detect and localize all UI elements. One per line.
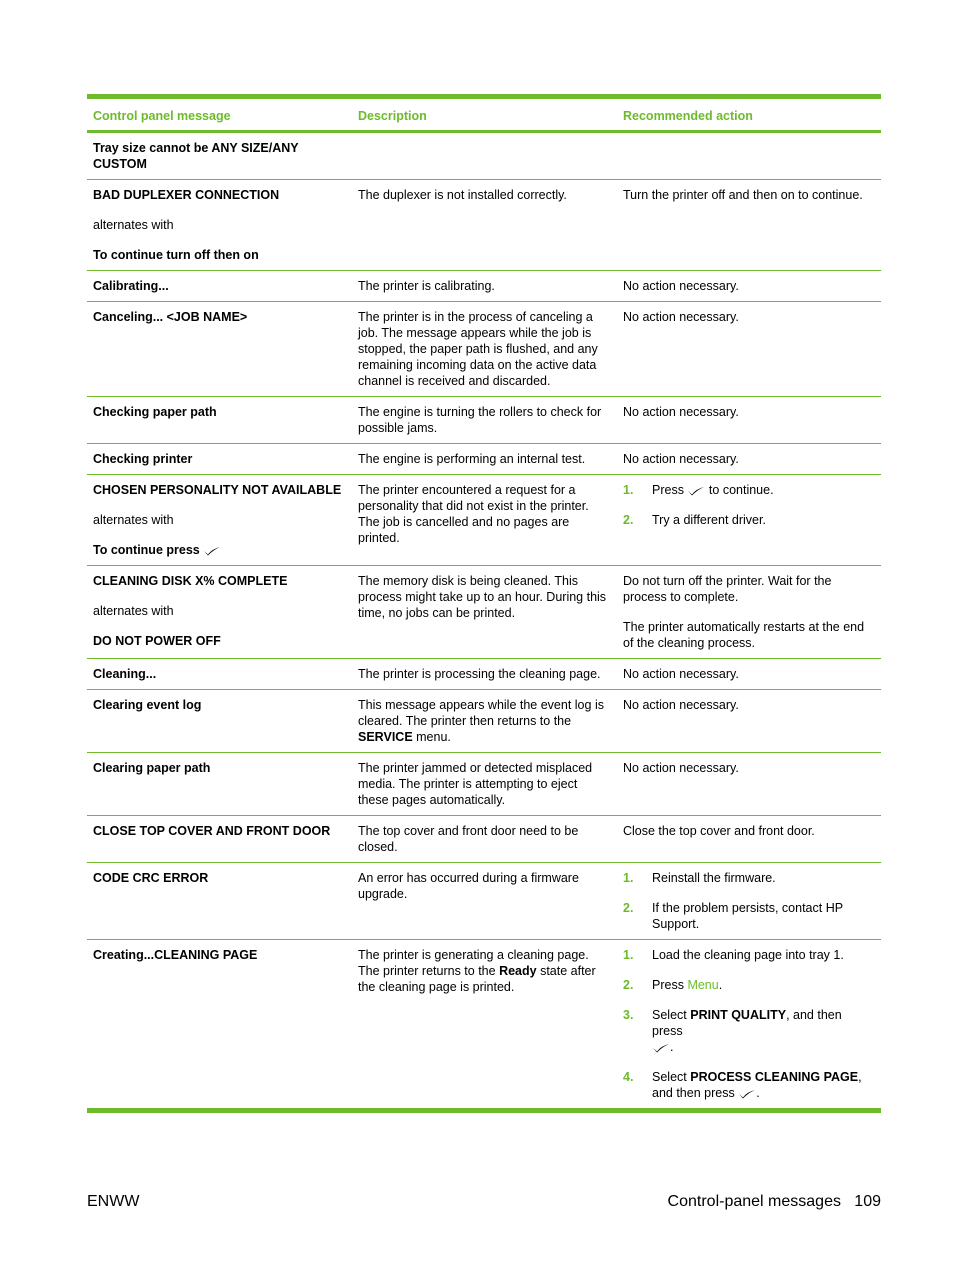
column-header-action: Recommended action bbox=[617, 99, 881, 132]
step-item bbox=[623, 512, 875, 528]
step-number: 1. bbox=[623, 483, 634, 497]
step-text: Load the cleaning page into tray 1. bbox=[652, 948, 844, 962]
table-row bbox=[87, 690, 881, 753]
action-steps bbox=[623, 870, 875, 932]
message-text-alt bbox=[93, 542, 346, 558]
table-row bbox=[87, 180, 881, 271]
step-text: Reinstall the firmware. bbox=[652, 871, 776, 885]
table-row bbox=[87, 271, 881, 302]
description-cell: The duplexer is not installed correctly. bbox=[352, 180, 617, 271]
message-table-container bbox=[87, 94, 881, 1113]
step-text-suffix: to continue. bbox=[708, 483, 774, 497]
action-cell: No action necessary. bbox=[617, 753, 881, 816]
table-row bbox=[87, 940, 881, 1109]
footer-left: ENWW bbox=[87, 1193, 140, 1210]
table-row bbox=[87, 816, 881, 863]
step-item bbox=[623, 900, 875, 932]
message-text: CLOSE TOP COVER AND FRONT DOOR bbox=[93, 824, 331, 838]
action-cell bbox=[617, 475, 881, 566]
table-row bbox=[87, 397, 881, 444]
table-row bbox=[87, 863, 881, 940]
message-text-alt: DO NOT POWER OFF bbox=[93, 634, 221, 648]
step-text-suffix: , and then press bbox=[652, 1008, 842, 1038]
alternates-text: alternates with bbox=[93, 604, 174, 618]
step-text: Select bbox=[652, 1070, 687, 1084]
description-text: This message appears while the event log is cleared. The printer then returns to the bbox=[358, 698, 604, 728]
action-cell: No action necessary. bbox=[617, 690, 881, 753]
step-text: If the problem persists, contact HP Support. bbox=[652, 901, 843, 931]
action-cell bbox=[617, 132, 881, 180]
step-number: 3. bbox=[623, 1008, 634, 1022]
description-cell: The engine is turning the rollers to check for possible jams. bbox=[352, 397, 617, 444]
message-cell bbox=[87, 690, 352, 753]
action-cell bbox=[617, 566, 881, 659]
step-item: 4. Select PROCESS CLEANING PAGE, and then press . bbox=[623, 1070, 862, 1100]
description-cell: The memory disk is being cleaned. This process might take up to an hour. During this time, no jobs can be printed. bbox=[352, 566, 617, 659]
message-cell bbox=[87, 863, 352, 940]
action-cell bbox=[617, 940, 881, 1109]
action-cell: Turn the printer off and then on to continue. bbox=[617, 180, 881, 271]
message-cell bbox=[87, 816, 352, 863]
action-cell: No action necessary. bbox=[617, 659, 881, 690]
step-text: Try a different driver. bbox=[652, 513, 766, 527]
table-row bbox=[87, 753, 881, 816]
action-text-2: The printer automatically restarts at the end of the cleaning process. bbox=[623, 620, 865, 650]
description-text: The printer is generating a cleaning page. The printer returns to the bbox=[358, 948, 589, 978]
action-text: Do not turn off the printer. Wait for the process to complete. bbox=[623, 574, 832, 604]
message-cell bbox=[87, 753, 352, 816]
column-header-description: Description bbox=[352, 99, 617, 132]
action-steps bbox=[623, 482, 875, 528]
step-item bbox=[623, 870, 875, 886]
message-cell bbox=[87, 180, 352, 271]
checkmark-icon bbox=[687, 486, 705, 496]
action-cell: Close the top cover and front door. bbox=[617, 816, 881, 863]
message-text: CHOSEN PERSONALITY NOT AVAILABLE bbox=[93, 483, 342, 497]
message-cell bbox=[87, 659, 352, 690]
message-text: Tray size cannot be ANY SIZE/ANY CUSTOM bbox=[93, 141, 299, 171]
description-cell bbox=[352, 690, 617, 753]
checkmark-icon bbox=[652, 1043, 670, 1053]
message-text: Canceling... <JOB NAME> bbox=[93, 310, 248, 324]
table-row bbox=[87, 444, 881, 475]
description-bold: SERVICE bbox=[358, 730, 413, 744]
message-cell bbox=[87, 271, 352, 302]
action-cell: No action necessary. bbox=[617, 302, 881, 397]
message-text: Checking paper path bbox=[93, 405, 217, 419]
table-header-row bbox=[87, 99, 881, 132]
description-cell: The printer jammed or detected misplaced media. The printer is attempting to eject these pages automatically. bbox=[352, 753, 617, 816]
step-number: 2. bbox=[623, 978, 634, 992]
step-item bbox=[623, 977, 875, 993]
step-number: 4. bbox=[623, 1070, 634, 1084]
step-text: Select bbox=[652, 1008, 687, 1022]
action-steps bbox=[623, 947, 875, 1101]
description-cell: The top cover and front door need to be closed. bbox=[352, 816, 617, 863]
step-bold: PROCESS CLEANING PAGE bbox=[690, 1070, 859, 1084]
table-row bbox=[87, 566, 881, 659]
step-number: 1. bbox=[623, 871, 634, 885]
description-cell bbox=[352, 940, 617, 1109]
step-item bbox=[623, 947, 875, 963]
message-cell bbox=[87, 397, 352, 444]
menu-link[interactable]: Menu bbox=[687, 978, 719, 992]
step-number: 2. bbox=[623, 901, 634, 915]
alternates-text: alternates with bbox=[93, 513, 174, 527]
message-cell bbox=[87, 940, 352, 1109]
checkmark-icon bbox=[203, 546, 221, 556]
description-cell: The printer is calibrating. bbox=[352, 271, 617, 302]
column-header-message: Control panel message bbox=[87, 99, 352, 132]
action-cell: No action necessary. bbox=[617, 397, 881, 444]
control-panel-messages-table bbox=[87, 99, 881, 1108]
message-text: Clearing event log bbox=[93, 698, 202, 712]
description-cell: The printer is in the process of canceling a job. The message appears while the job is stopped, the paper path is flushed, and any remaining incoming data on the active data channel is received and discarded. bbox=[352, 302, 617, 397]
description-cell: The engine is performing an internal test. bbox=[352, 444, 617, 475]
message-text: Calibrating... bbox=[93, 279, 169, 293]
message-cell bbox=[87, 132, 352, 180]
message-text: CODE CRC ERROR bbox=[93, 871, 209, 885]
description-cell: The printer encountered a request for a personality that did not exist in the printer. The job is cancelled and no pages are printed. bbox=[352, 475, 617, 566]
step-item bbox=[623, 482, 875, 498]
message-cell bbox=[87, 566, 352, 659]
message-cell bbox=[87, 475, 352, 566]
step-text: Press bbox=[652, 978, 684, 992]
message-text-alt-label: To continue press bbox=[93, 543, 200, 557]
message-text: Checking printer bbox=[93, 452, 193, 466]
step-item: 3. Select PRINT QUALITY, and then press . bbox=[623, 1008, 842, 1054]
step-text-suffix: , and then press bbox=[652, 1070, 862, 1100]
table-row bbox=[87, 302, 881, 397]
table-row bbox=[87, 475, 881, 566]
action-cell: No action necessary. bbox=[617, 444, 881, 475]
table-row bbox=[87, 132, 881, 180]
alternates-text: alternates with bbox=[93, 218, 174, 232]
description-cell: An error has occurred during a firmware upgrade. bbox=[352, 863, 617, 940]
message-text: Clearing paper path bbox=[93, 761, 211, 775]
step-number: 2. bbox=[623, 513, 634, 527]
description-text-suffix: menu. bbox=[416, 730, 451, 744]
description-text-suffix: state after the cleaning page is printed. bbox=[358, 964, 596, 994]
message-text: Creating...CLEANING PAGE bbox=[93, 948, 258, 962]
message-cell bbox=[87, 302, 352, 397]
description-cell: The printer is processing the cleaning page. bbox=[352, 659, 617, 690]
description-cell bbox=[352, 132, 617, 180]
checkmark-icon bbox=[738, 1089, 756, 1099]
action-cell: No action necessary. bbox=[617, 271, 881, 302]
description-bold: Ready bbox=[499, 964, 537, 978]
step-text: Press bbox=[652, 483, 684, 497]
step-bold: PRINT QUALITY bbox=[690, 1008, 787, 1022]
message-text: CLEANING DISK X% COMPLETE bbox=[93, 574, 288, 588]
step-number: 1. bbox=[623, 948, 634, 962]
footer-page-label: Control-panel messages 109 bbox=[667, 1193, 881, 1210]
message-text-alt: To continue turn off then on bbox=[93, 248, 259, 262]
message-cell bbox=[87, 444, 352, 475]
step-text-suffix: . bbox=[718, 978, 723, 992]
table-row bbox=[87, 659, 881, 690]
message-text: Cleaning... bbox=[93, 667, 157, 681]
action-cell bbox=[617, 863, 881, 940]
message-text: BAD DUPLEXER CONNECTION bbox=[93, 188, 280, 202]
